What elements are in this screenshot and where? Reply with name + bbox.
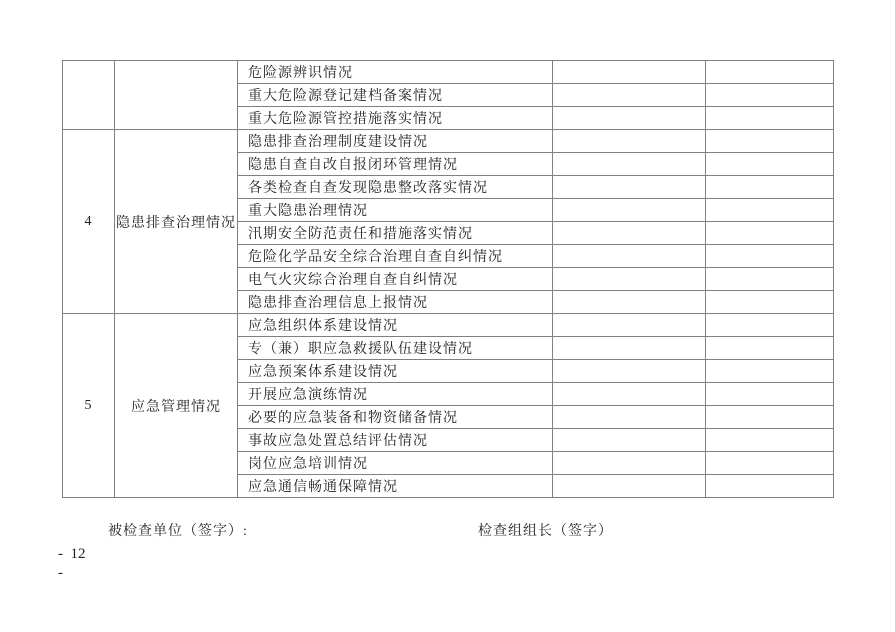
category-cell: [115, 61, 238, 130]
result-cell-1: [553, 84, 706, 107]
result-cell-2: [706, 153, 834, 176]
result-cell-1: [553, 107, 706, 130]
result-cell-1: [553, 475, 706, 498]
result-cell-1: [553, 61, 706, 84]
page-number-line1: - 12: [58, 546, 86, 562]
result-cell-2: [706, 61, 834, 84]
result-cell-1: [553, 199, 706, 222]
result-cell-2: [706, 199, 834, 222]
table-row: [63, 130, 834, 153]
category-cell: 隐患排查治理情况: [115, 130, 238, 314]
item-cell: 隐患自查自改自报闭环管理情况: [238, 153, 553, 176]
result-cell-1: [553, 314, 706, 337]
page-number: [58, 545, 86, 583]
result-cell-2: [706, 360, 834, 383]
row-number-cell: 4: [63, 130, 115, 314]
item-cell: 开展应急演练情况: [238, 383, 553, 406]
result-cell-1: [553, 153, 706, 176]
table-row: [63, 61, 834, 84]
result-cell-2: [706, 222, 834, 245]
table-row: [63, 314, 834, 337]
result-cell-2: [706, 429, 834, 452]
result-cell-2: [706, 291, 834, 314]
inspected-unit-signature-label: 被检查单位（签字）:: [108, 524, 248, 539]
result-cell-1: [553, 337, 706, 360]
item-cell: 应急通信畅通保障情况: [238, 475, 553, 498]
result-cell-2: [706, 268, 834, 291]
result-cell-1: [553, 130, 706, 153]
result-cell-2: [706, 406, 834, 429]
row-number-cell: [63, 61, 115, 130]
result-cell-1: [553, 291, 706, 314]
result-cell-2: [706, 314, 834, 337]
item-cell: 应急预案体系建设情况: [238, 360, 553, 383]
result-cell-2: [706, 130, 834, 153]
result-cell-1: [553, 360, 706, 383]
result-cell-2: [706, 337, 834, 360]
item-cell: 专（兼）职应急救援队伍建设情况: [238, 337, 553, 360]
item-cell: 事故应急处置总结评估情况: [238, 429, 553, 452]
item-cell: 应急组织体系建设情况: [238, 314, 553, 337]
item-cell: 重大危险源管控措施落实情况: [238, 107, 553, 130]
item-cell: 隐患排查治理制度建设情况: [238, 130, 553, 153]
item-cell: 重大危险源登记建档备案情况: [238, 84, 553, 107]
result-cell-1: [553, 245, 706, 268]
result-cell-1: [553, 222, 706, 245]
item-cell: 危险化学品安全综合治理自查自纠情况: [238, 245, 553, 268]
result-cell-2: [706, 245, 834, 268]
inspection-team-leader-signature-label: 检查组组长（签字）: [478, 524, 613, 539]
item-cell: 岗位应急培训情况: [238, 452, 553, 475]
result-cell-1: [553, 452, 706, 475]
item-cell: 危险源辨识情况: [238, 61, 553, 84]
page-number-line2: -: [58, 565, 63, 581]
result-cell-2: [706, 176, 834, 199]
inspection-table: [62, 60, 834, 498]
result-cell-1: [553, 429, 706, 452]
result-cell-1: [553, 176, 706, 199]
result-cell-1: [553, 406, 706, 429]
result-cell-2: [706, 107, 834, 130]
category-cell: 应急管理情况: [115, 314, 238, 498]
item-cell: 电气火灾综合治理自查自纠情况: [238, 268, 553, 291]
item-cell: 重大隐患治理情况: [238, 199, 553, 222]
row-number-cell: 5: [63, 314, 115, 498]
result-cell-2: [706, 475, 834, 498]
result-cell-1: [553, 268, 706, 291]
result-cell-2: [706, 383, 834, 406]
item-cell: 隐患排查治理信息上报情况: [238, 291, 553, 314]
item-cell: 汛期安全防范责任和措施落实情况: [238, 222, 553, 245]
item-cell: 必要的应急装备和物资储备情况: [238, 406, 553, 429]
result-cell-1: [553, 383, 706, 406]
result-cell-2: [706, 84, 834, 107]
result-cell-2: [706, 452, 834, 475]
item-cell: 各类检查自查发现隐患整改落实情况: [238, 176, 553, 199]
